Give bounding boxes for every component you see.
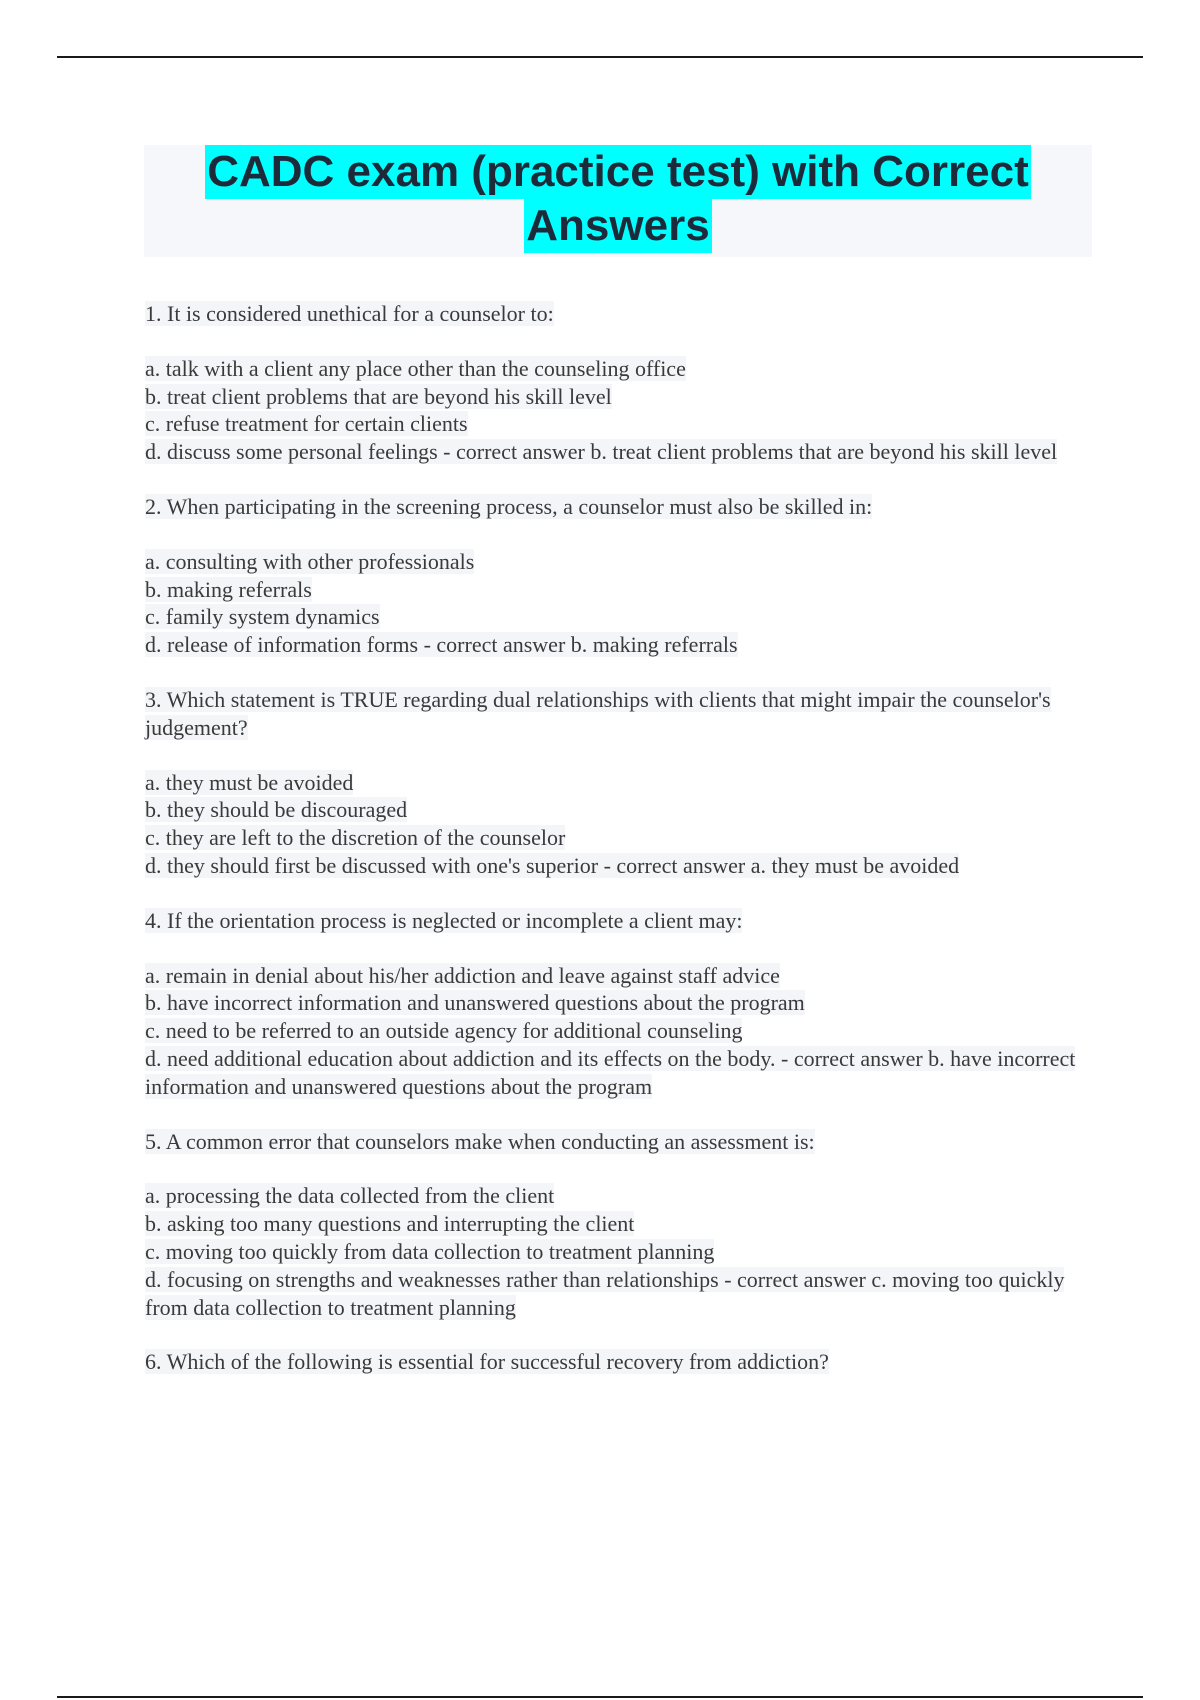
answer-option: b. asking too many questions and interrupting the client [145,1211,635,1237]
answer-option: a. consulting with other professionals [145,548,475,574]
document-title [144,145,1092,257]
top-rule [57,56,1143,58]
answer-option-with-correct-answer: d. focusing on strengths and weaknesses rather than relationships - correct answer c. moving too quickly from data collection to treatment planning [145,1266,1065,1320]
answer-options [145,355,1090,466]
answer-option-with-correct-answer: d. discuss some personal feelings - correct answer b. treat client problems that are beyond his skill level [145,439,1058,465]
answer-options [145,1182,1090,1321]
question-item [145,686,1090,880]
answer-option: b. they should be discouraged [145,797,408,823]
question-item [145,1128,1090,1322]
question-text: 1. It is considered unethical for a counselor to: [145,301,554,326]
answer-option: b. treat client problems that are beyond his skill level [145,383,612,409]
answer-options [145,962,1090,1101]
question-text: 3. Which statement is TRUE regarding dual relationships with clients that might impair the counselor's judgement? [145,686,1051,740]
answer-option: a. they must be avoided [145,769,354,795]
answer-option: c. need to be referred to an outside agency for additional counseling [145,1018,743,1044]
answer-option: a. processing the data collected from the client [145,1183,555,1209]
answer-option: b. have incorrect information and unanswered questions about the program [145,990,805,1016]
answer-option: c. moving too quickly from data collection to treatment planning [145,1238,715,1264]
question-item [145,300,1090,466]
answer-option-with-correct-answer: d. they should first be discussed with one's superior - correct answer a. they must be avoided [145,852,960,878]
question-list [145,300,1090,1403]
question-text: 5. A common error that counselors make when conducting an assessment is: [145,1128,815,1154]
bottom-rule [57,1696,1143,1698]
answer-option-with-correct-answer: d. need additional education about addiction and its effects on the body. - correct answer b. have incorrect information and unanswered questions about the program [145,1045,1076,1099]
title-line-2: Answers [524,199,711,253]
answer-option: a. remain in denial about his/her addiction and leave against staff advice [145,962,780,988]
title-line-1: CADC exam (practice test) with Correct [205,145,1031,199]
answer-options [145,548,1090,659]
answer-option: c. family system dynamics [145,604,380,630]
question-text: 4. If the orientation process is neglected or incomplete a client may: [145,907,743,933]
answer-options [145,769,1090,880]
answer-option: a. talk with a client any place other than the counseling office [145,355,686,381]
answer-option: b. making referrals [145,576,312,602]
answer-option-with-correct-answer: d. release of information forms - correct answer b. making referrals [145,632,738,658]
question-item [145,1348,1090,1376]
question-text: 6. Which of the following is essential for successful recovery from addiction? [145,1349,829,1375]
answer-option: c. refuse treatment for certain clients [145,411,468,437]
question-item [145,493,1090,659]
question-item [145,907,1090,1101]
answer-option: c. they are left to the discretion of the counselor [145,825,566,851]
question-text: 2. When participating in the screening process, a counselor must also be skilled in: [145,493,873,519]
